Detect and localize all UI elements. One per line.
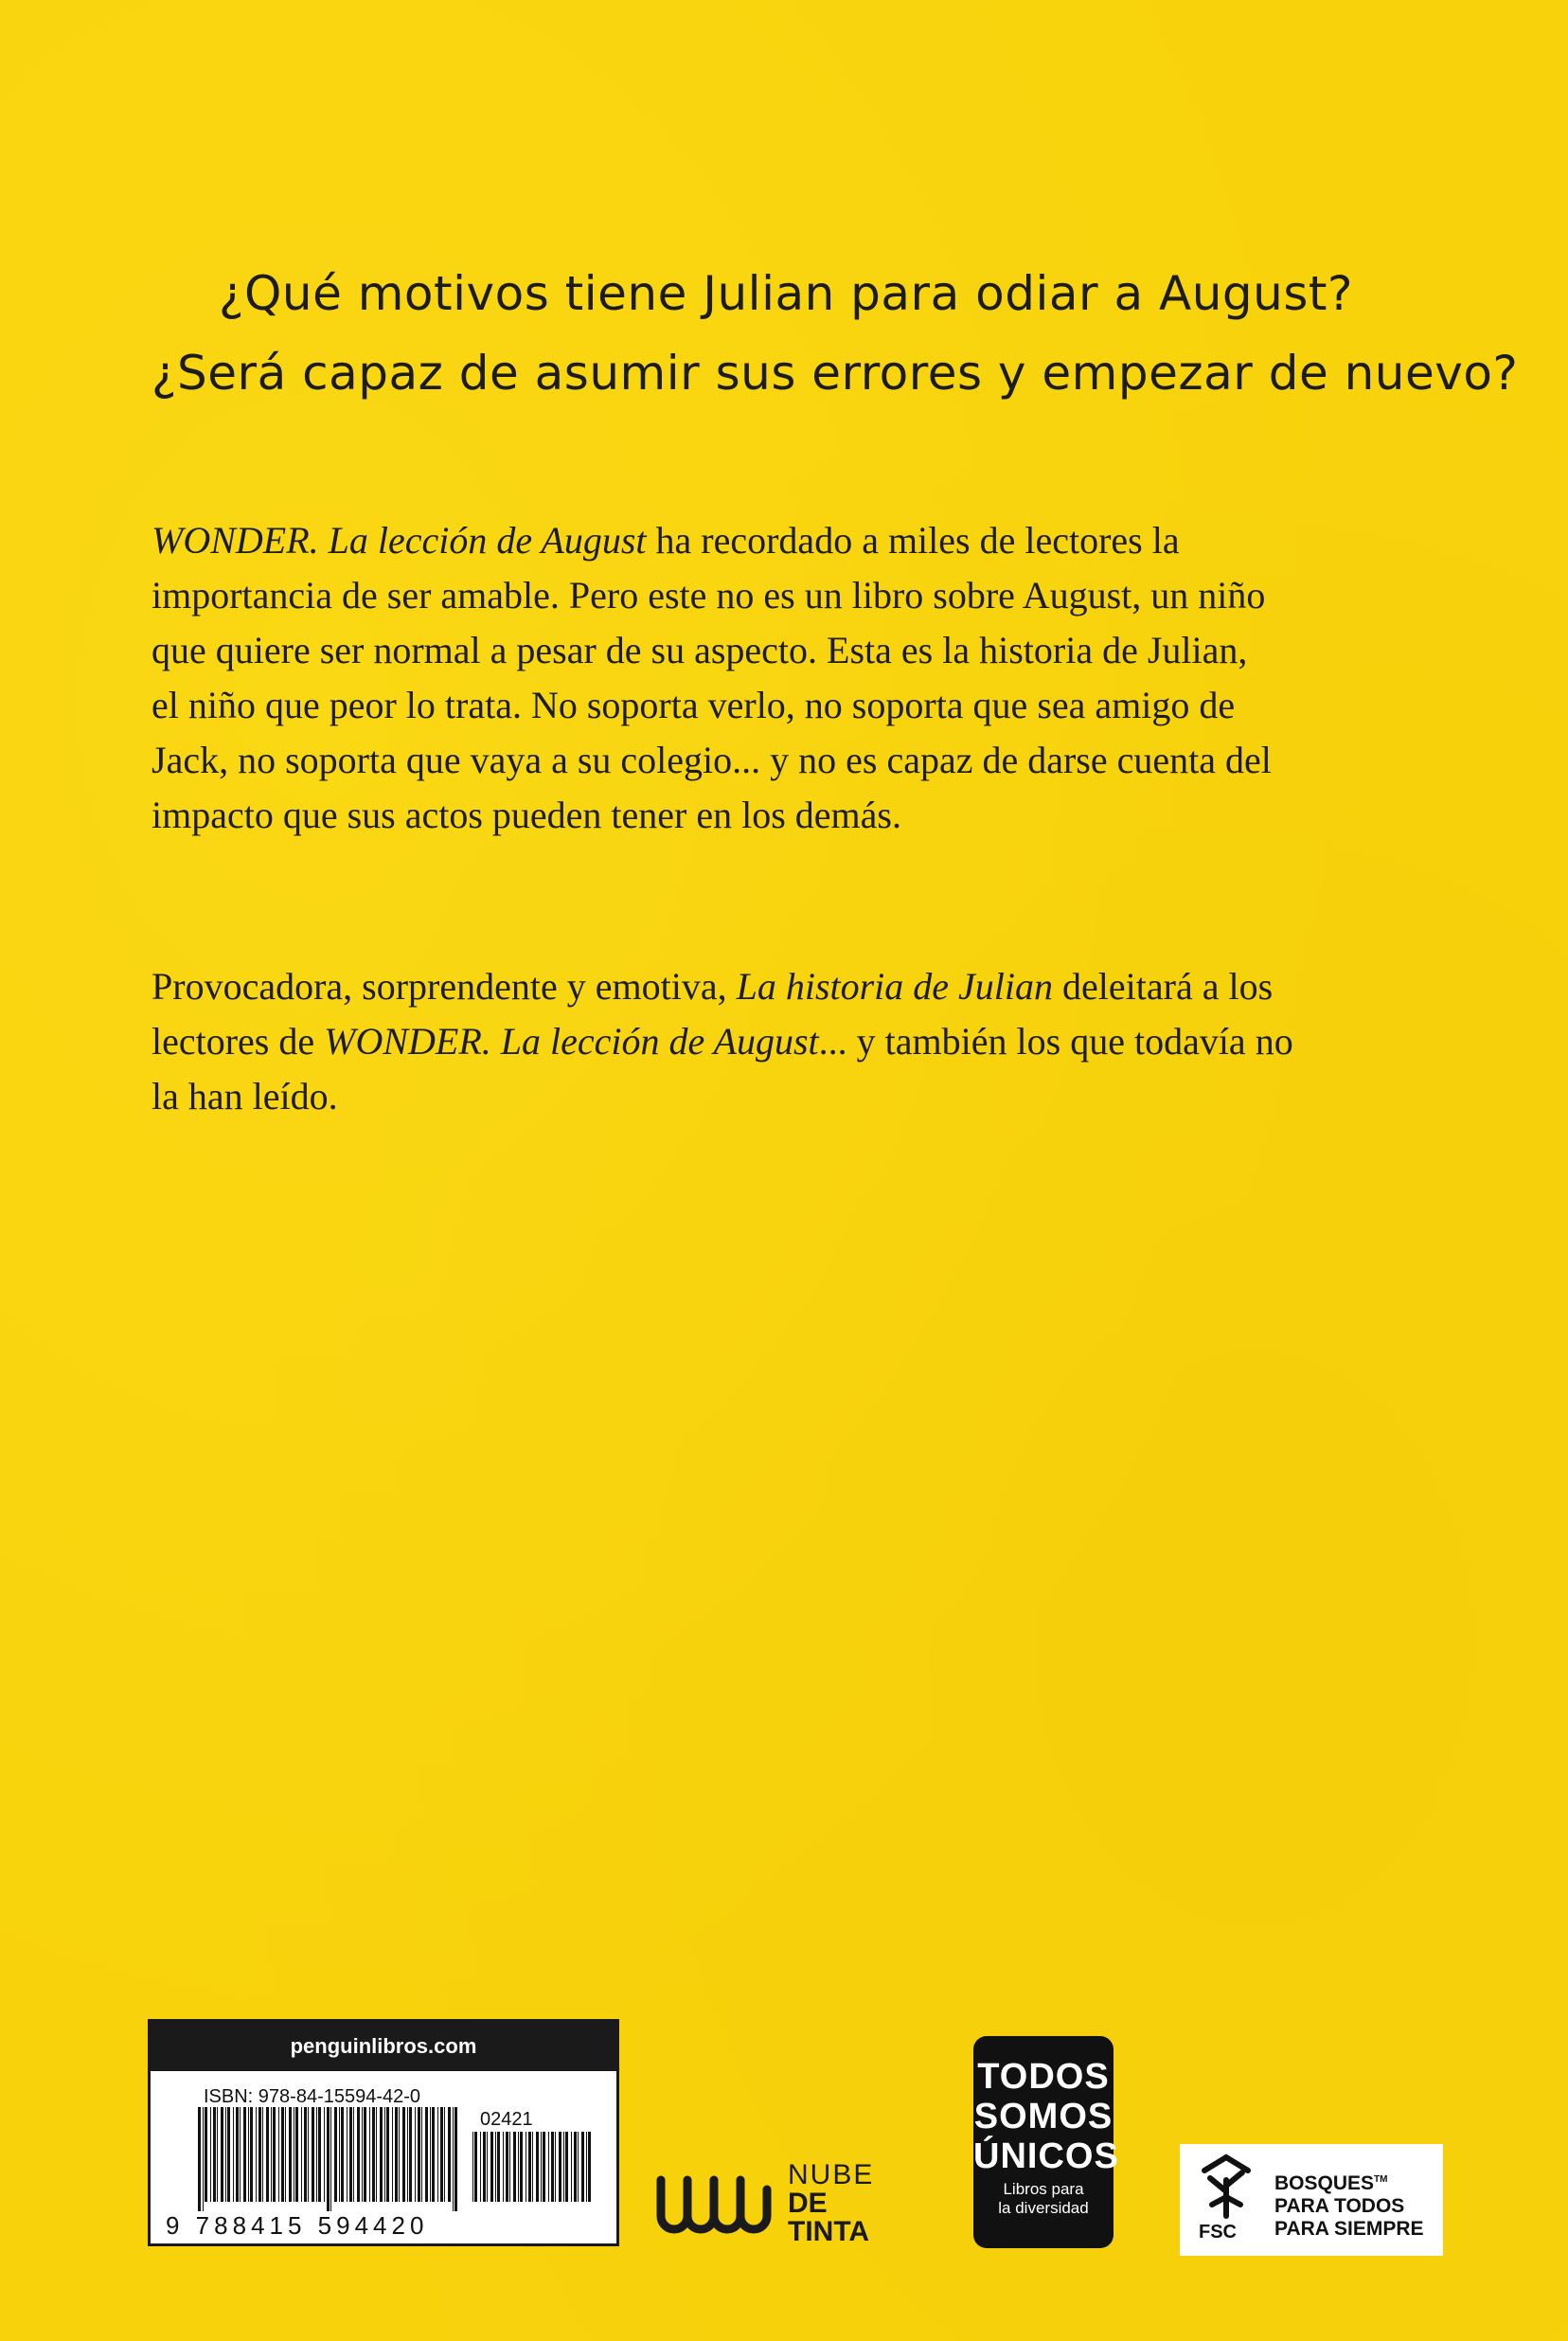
barcode-bar [384,2107,385,2202]
barcode-bar [448,2107,451,2202]
barcode-bar [289,2107,292,2202]
website-label: penguinlibros.com [151,2022,616,2071]
barcode-bar [330,2107,331,2211]
barcode-bar [409,2107,412,2202]
barcode-bar [243,2107,246,2202]
barcode-bar [480,2132,481,2202]
barcode-bar [551,2132,554,2202]
book-title: WONDER. La lección de August [151,519,647,562]
tagline-line-2: ¿Será capaz de asumir sus errores y empezar de nuevo? [151,346,1519,401]
barcode-bar [369,2107,370,2202]
barcode-bar [301,2107,302,2202]
synopsis-line: Provocadora, sorprendente y emotiva, La historia de Julian deleitará a los [151,965,1274,1008]
barcode-bar [399,2107,400,2202]
barcode-bar [256,2107,257,2202]
barcode-bar [574,2132,577,2202]
barcode-bar [444,2107,445,2202]
barcode-bar [453,2107,454,2211]
barcode-bar [518,2132,519,2202]
barcode-bar [503,2132,504,2202]
barcode-bar [474,2132,477,2202]
barcode-bar [588,2132,591,2202]
synopsis-line: importancia de ser amable. Pero este no es un libro sobre August, un niño [151,574,1266,617]
barcode-bar [225,2107,226,2202]
barcode-bar [509,2132,510,2202]
barcode-bar [395,2107,398,2202]
barcode-bar [295,2107,298,2202]
synopsis-line: la han leído. [151,1075,338,1117]
synopsis-paragraph-1 [151,513,1458,843]
barcode-block [148,2019,619,2246]
barcode-bar [497,2132,500,2202]
barcode-bar [425,2107,428,2202]
barcode-bar [432,2107,435,2202]
barcode-bar [357,2107,360,2202]
barcode-bar [324,2107,325,2202]
barcode-bar [236,2107,239,2202]
barcode-bar [240,2107,241,2202]
barcode-bar [565,2132,568,2202]
barcode-bar [520,2132,523,2202]
barcode-bar [380,2107,383,2202]
barcode-bar [327,2107,330,2211]
barcode-bar [250,2107,253,2202]
publisher-logo [653,2161,909,2246]
barcode-bar [318,2107,321,2202]
barcode-bar [548,2132,549,2202]
barcode-bar [278,2107,279,2202]
barcode-bar [304,2107,307,2202]
barcode-bar [386,2107,389,2202]
barcode-bar [210,2107,211,2202]
addon-barcode [472,2132,596,2211]
barcode-bar [506,2132,508,2202]
synopsis-line: lectores de WONDER. La lección de August... y también los que todavía no [151,1020,1293,1063]
barcode-bar [217,2107,218,2202]
barcode-bar [415,2107,416,2202]
nube-cloud-icon [653,2161,778,2244]
todos-somos-unicos-badge: TODOS SOMOS ÚNICOS Libros para la diversidad [973,2036,1114,2248]
fsc-slogan: BOSQUES™ PARA TODOS PARA SIEMPRE [1274,2172,1424,2240]
synopsis-line: el niño que peor lo trata. No soporta verlo, no soporta que sea amigo de [151,684,1236,726]
fsc-tree-icon [1193,2153,1259,2220]
barcode-bar [541,2132,542,2202]
barcode-bar [571,2132,572,2202]
barcode-bar [273,2107,276,2202]
barcode-bar [586,2132,587,2202]
barcode-bar [362,2107,363,2202]
barcode-bar [581,2132,584,2202]
barcode-bar [430,2107,431,2202]
fsc-label: FSC [1199,2222,1237,2243]
barcode-bar [437,2107,438,2202]
publisher-name: NUBE DE TINTA [788,2159,875,2247]
barcode-bar [334,2107,337,2202]
barcode-bar [392,2107,393,2202]
barcode-bar [418,2107,420,2202]
synopsis-line: que quiere ser normal a pesar de su aspecto. Esta es la historia de Julian, [151,629,1248,671]
barcode-bar [543,2132,545,2202]
ean-barcode [198,2107,463,2211]
synopsis-line: Jack, no soporta que vaya a su colegio... y no es capaz de darse cuenta del [151,739,1272,781]
barcode-bar [372,2107,375,2202]
barcode-bar [402,2107,405,2202]
barcode-bar [221,2107,223,2202]
barcode-bar [483,2132,486,2202]
synopsis-line: impacto que sus actos pueden tener en los demás. [151,794,901,836]
barcode-bar [536,2132,539,2202]
barcode-bar [528,2132,531,2202]
barcode-bar [341,2107,344,2202]
barcode-bar [271,2107,272,2202]
barcode-bar [421,2107,422,2202]
barcode-bar [213,2107,216,2202]
barcode-bar [555,2132,556,2202]
barcode-bar [203,2107,204,2211]
book-title: La historia de Julian [736,965,1054,1008]
barcode-bar [233,2107,234,2202]
barcode-bar [513,2132,516,2202]
barcode-bar [198,2107,201,2211]
isbn-label: ISBN: 978-84-15594-42-0 [204,2086,421,2107]
barcode-bar [578,2132,579,2202]
barcode-bar [532,2132,533,2202]
synopsis-paragraph-2 [151,959,1458,1124]
barcode-bar [490,2132,493,2202]
barcode-bar [316,2107,317,2202]
barcode-bar [563,2132,564,2202]
tagline [151,254,1519,413]
fsc-certification [1180,2144,1443,2256]
addon-number: 02421 [480,2109,533,2130]
barcode-bar [281,2107,284,2202]
barcode-bar [339,2107,340,2202]
barcode-bar [487,2132,488,2202]
barcode-bar [248,2107,249,2202]
barcode-bar [227,2107,230,2202]
barcode-bar [472,2132,473,2202]
barcode-bar [364,2107,366,2202]
barcode-bar [266,2107,269,2202]
synopsis-line: WONDER. La lección de August ha recordado a miles de lectores la [151,519,1180,562]
barcode-bar [495,2132,496,2202]
barcode-bar [454,2107,457,2211]
tagline-line-1: ¿Qué motivos tiene Julian para odiar a August? [218,266,1354,321]
barcode-bar [353,2107,354,2202]
barcode-bar [262,2107,263,2202]
barcode-bar [258,2107,261,2202]
barcode-bar [407,2107,408,2202]
ean-digits: 9 788415 594420 [166,2211,429,2240]
barcode-bar [349,2107,352,2202]
barcode-bar [308,2107,309,2202]
barcode-bar [440,2107,443,2202]
barcode-bar [285,2107,286,2202]
book-title: WONDER. La lección de August [324,1020,819,1063]
barcode-bar [205,2107,207,2202]
barcode-bar [312,2107,314,2202]
barcode-bar [376,2107,377,2202]
barcode-bar [559,2132,561,2202]
